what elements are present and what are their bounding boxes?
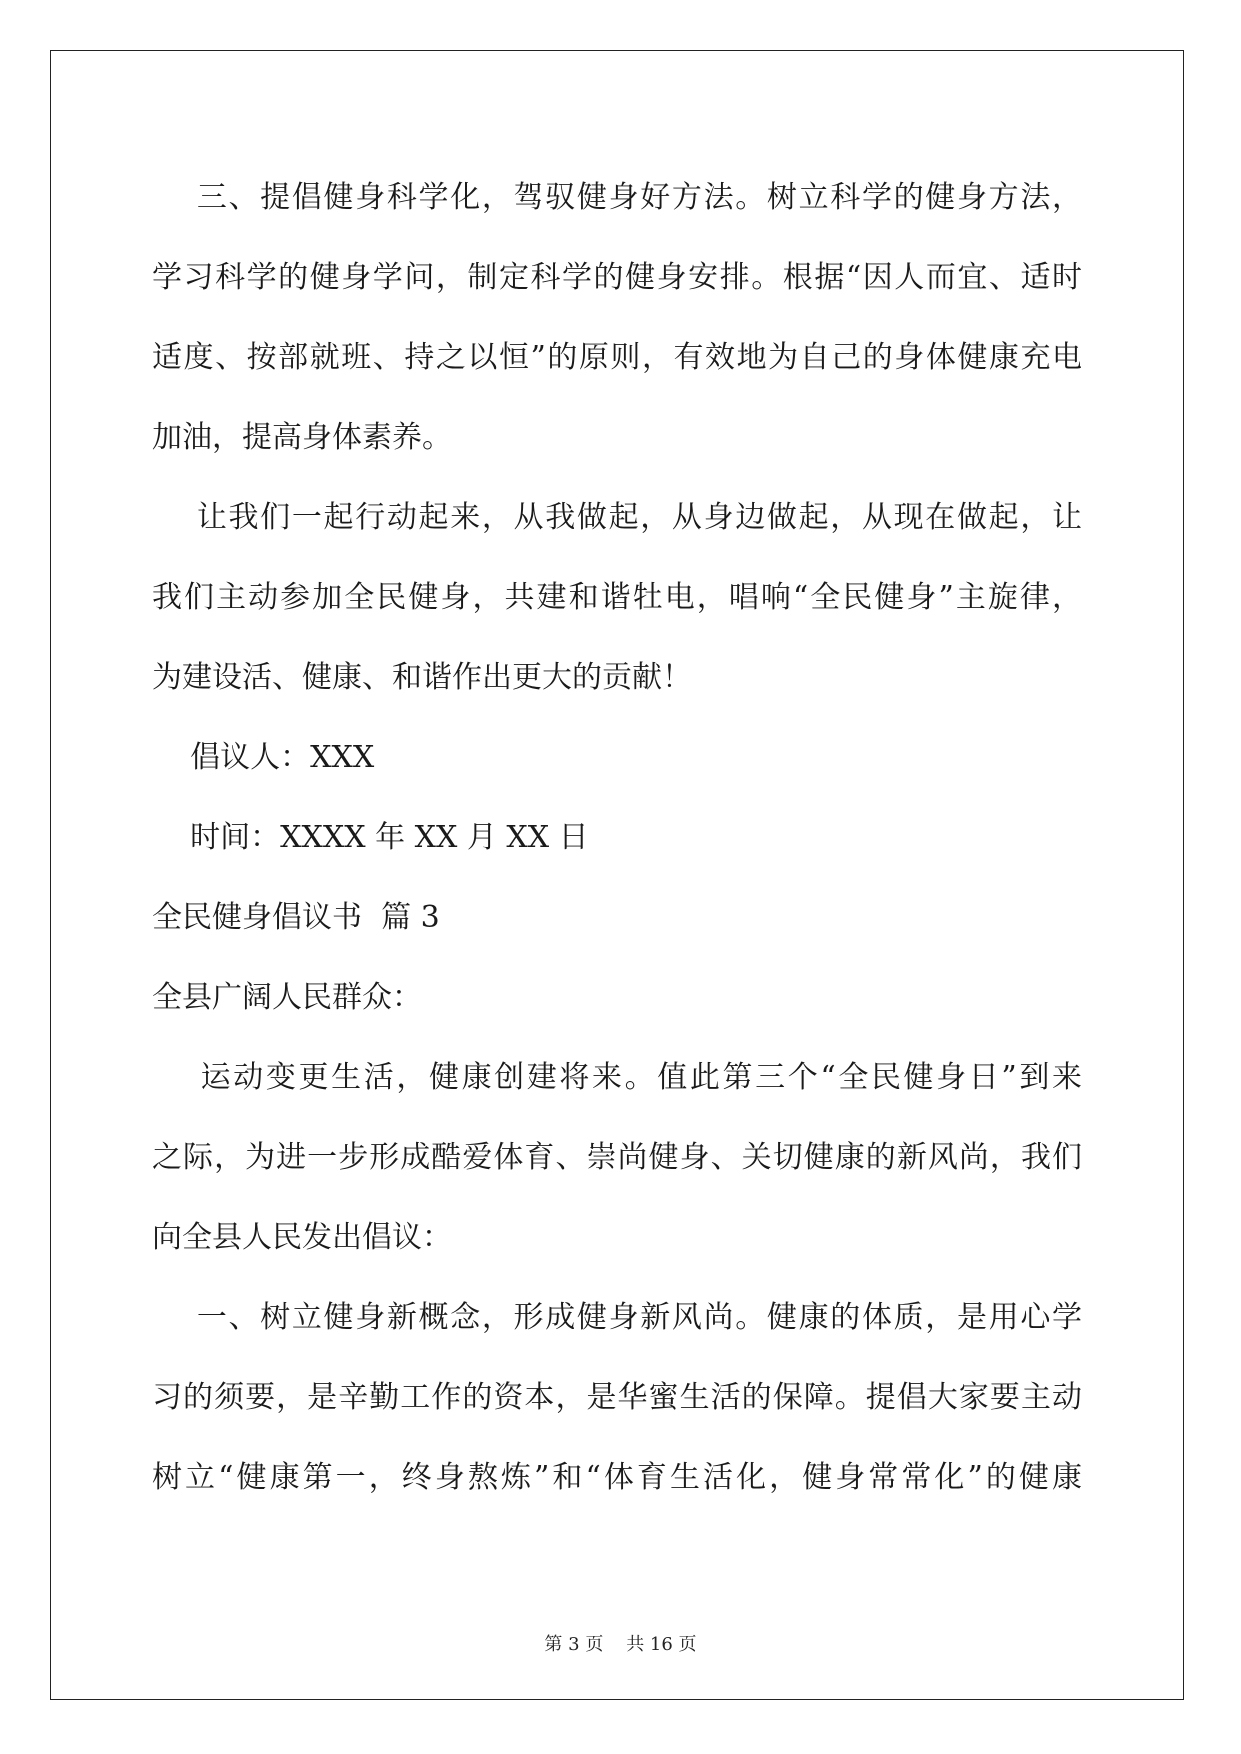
text-line: 一、树立健身新概念，形成健身新风尚。健康的体质，是用心学	[152, 1300, 1082, 1335]
text-line: 让我们一起行动起来，从我做起，从身边做起，从现在做起，让	[152, 500, 1082, 535]
text-line: 运动变更生活，健康创建将来。值此第三个“全民健身日”到来	[152, 1060, 1082, 1095]
text-line: 适度、按部就班、持之以恒”的原则，有效地为自己的身体健康充电	[152, 340, 1082, 375]
page-number-text: 第 3 页 共 16 页	[544, 1634, 697, 1655]
text-line: 向全县人民发出倡议：	[152, 1220, 452, 1255]
document-body	[152, 158, 1082, 1518]
text-line: 加油，提高身体素养。	[152, 420, 452, 455]
section-heading: 全民健身倡议书 篇 3	[152, 900, 440, 935]
salutation: 全县广阔人民群众：	[152, 980, 422, 1015]
date-line: 时间：XXXX 年 XX 月 XX 日	[152, 820, 589, 855]
page-number-footer	[0, 1630, 1241, 1656]
text-line: 为建设活、健康、和谐作出更大的贡献！	[152, 660, 692, 695]
text-line: 习的须要，是辛勤工作的资本，是华蜜生活的保障。提倡大家要主动	[152, 1380, 1082, 1415]
text-line: 之际，为进一步形成酷爱体育、崇尚健身、关切健康的新风尚，我们	[152, 1140, 1082, 1175]
text-line: 学习科学的健身学问，制定科学的健身安排。根据“因人而宜、适时	[152, 260, 1082, 295]
signatory-line: 倡议人：XXX	[152, 740, 375, 775]
text-line: 三、提倡健身科学化，驾驭健身好方法。树立科学的健身方法，	[152, 180, 1082, 215]
text-line: 树立“健康第一，终身熬炼”和“体育生活化，健身常常化”的健康	[152, 1460, 1082, 1495]
text-line: 我们主动参加全民健身，共建和谐牡电，唱响“全民健身”主旋律，	[152, 580, 1082, 615]
